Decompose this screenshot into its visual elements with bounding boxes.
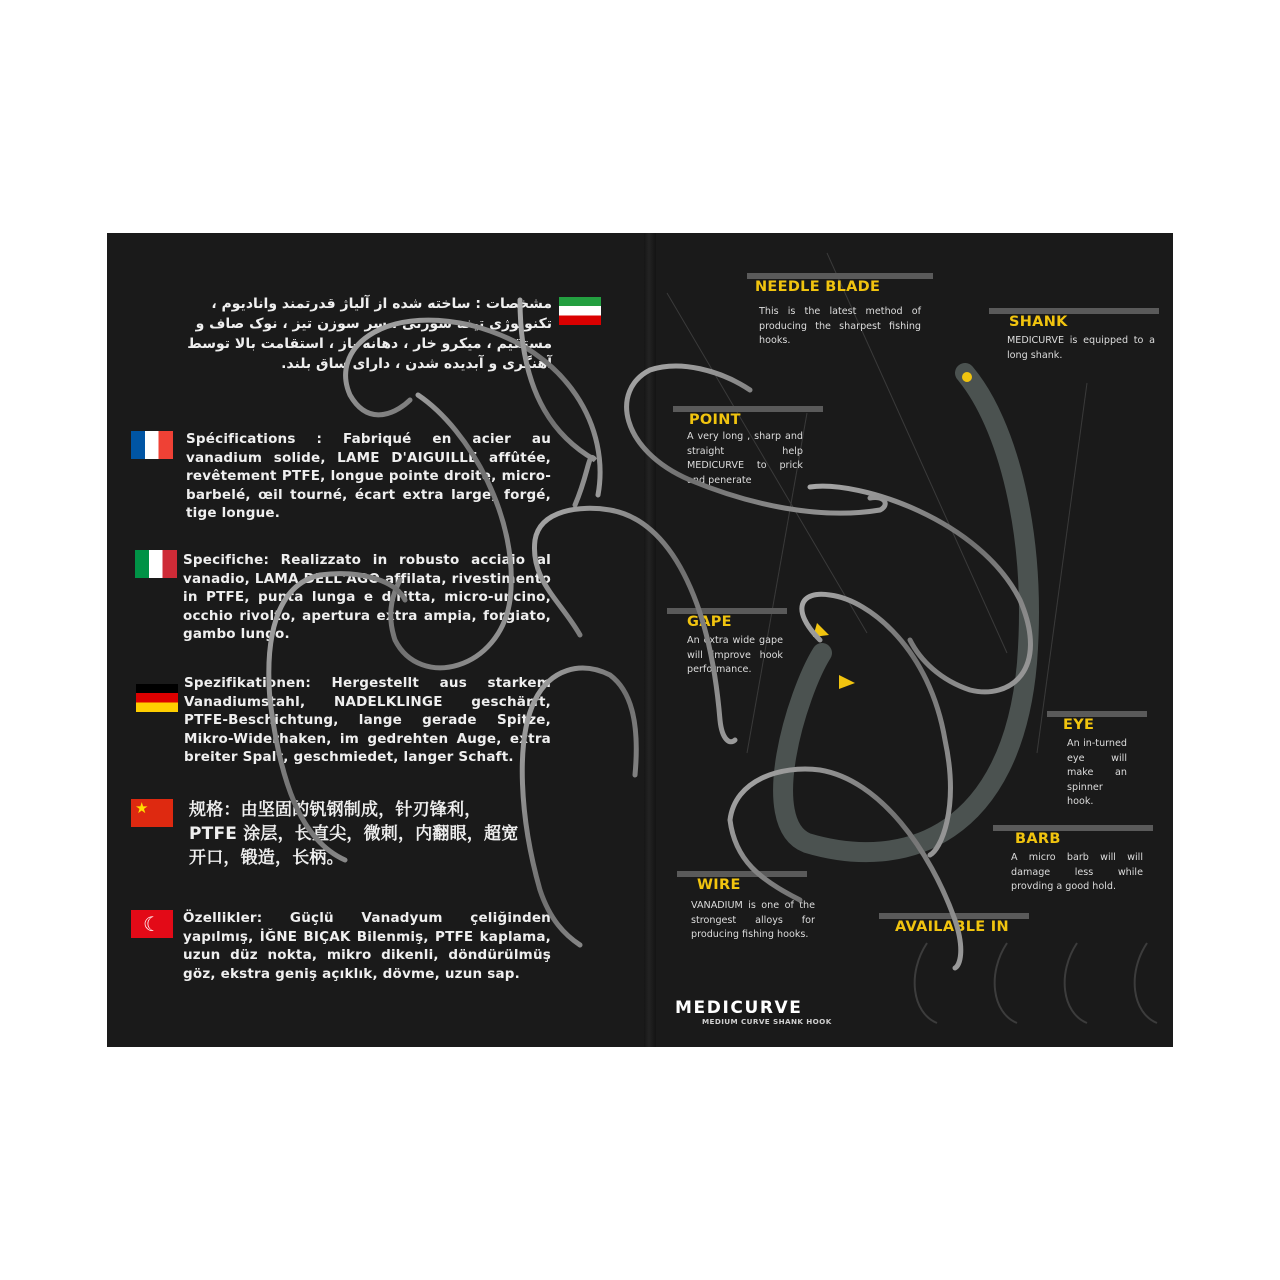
feature-title: SHANK <box>1009 314 1068 330</box>
feature-desc: An extra wide gape will improve hook performance. <box>687 635 783 675</box>
feature-title: BARB <box>1015 831 1061 847</box>
hook-8 <box>522 668 636 945</box>
feature-desc: An in-turned eye will make an spinner hook. <box>1067 738 1127 807</box>
feature-title: EYE <box>1063 717 1095 733</box>
brand-logo: MEDICURVE <box>675 998 803 1018</box>
hook-5 <box>810 486 1030 692</box>
spec-german: Spezifikationen: Hergestellt aus starkem Vanadiumstahl, NADELKLINGE geschärft, PTFE-Beschichtung, lange gerade Spitze, Mikro-Widerhaken, im gedrehten Auge, extra breiter Spalt, geschmiedet, langer Schaft. <box>184 675 551 765</box>
feature-desc: VANADIUM is one of the strongest alloys for producing fishing hooks. <box>691 900 815 940</box>
feature-desc: MEDICURVE is equipped to a long shank. <box>1007 335 1155 361</box>
spec-turkish: Özellikler: Güçlü Vanadyum çeliğinden yapılmış, İĞNE BIÇAK Bilenmiş, PTFE kaplama, uzun düz nokta, mikro dikenli, döndürülmüş göz, ekstra geniş açıklık, dövme, uzun sap. <box>183 910 551 982</box>
spec-french: Spécifications : Fabriqué en acier au vanadium solide, LAME D'AIGUILLE affûtée, revêtement PTFE, longue pointe droite, micro-barbelé, œil tourné, écart extra large, forgé, tige longue. <box>186 431 551 521</box>
feature-title: NEEDLE BLADE <box>755 279 881 295</box>
feature-desc: A very long , sharp and straight help MEDICURVE to prick and penerate <box>687 431 803 486</box>
spec-farsi: مشخصات : ساخته شده از آلیاژ قدرتمند وانادیوم ، تکنولوژی تیغه سوزنی ، سر سوزن تیز ، نوک صاف و مستقیم ، میکرو خار ، دهانه باز ، استقامت بالا توسط آهنگری و آبدیده شدن ، دارای ساق بلند. <box>187 296 552 372</box>
feature-title: AVAILABLE IN <box>895 919 1009 935</box>
hook-4 <box>627 366 886 513</box>
spec-chinese: 规格：由坚固的钒钢制成，针刃锋利，PTFE 涂层，长直尖，微刺，内翻眼，超宽开口，锻造，长柄。 <box>189 800 519 868</box>
feature-title: GAPE <box>687 614 732 630</box>
feature-desc: A micro barb will will damage less while provding a good hold. <box>1011 852 1143 892</box>
feature-title: WIRE <box>697 877 741 893</box>
spec-italian: Specifiche: Realizzato in robusto acciaio al vanadio, LAMA DELL'AGO affilata, rivestimento in PTFE, punta lunga e diritta, micro-uncino, occhio rivolto, apertura extra ampia, forgiato, gambo lungo. <box>183 552 551 642</box>
turkey-flag: ☾ <box>131 910 173 938</box>
hook-2 <box>520 300 595 505</box>
hook-6 <box>534 508 735 741</box>
hook-1 <box>346 320 600 495</box>
feature-desc: This is the latest method of producing the sharpest fishing hooks. <box>759 306 921 346</box>
hook-9 <box>802 594 951 855</box>
feature-title: POINT <box>689 412 741 428</box>
hook-10 <box>730 769 961 968</box>
brand-subtitle: MEDIUM CURVE SHANK HOOK <box>702 1017 832 1026</box>
hook-3 <box>391 395 512 668</box>
hook-7 <box>269 574 405 860</box>
china-flag: ★ <box>131 799 173 827</box>
